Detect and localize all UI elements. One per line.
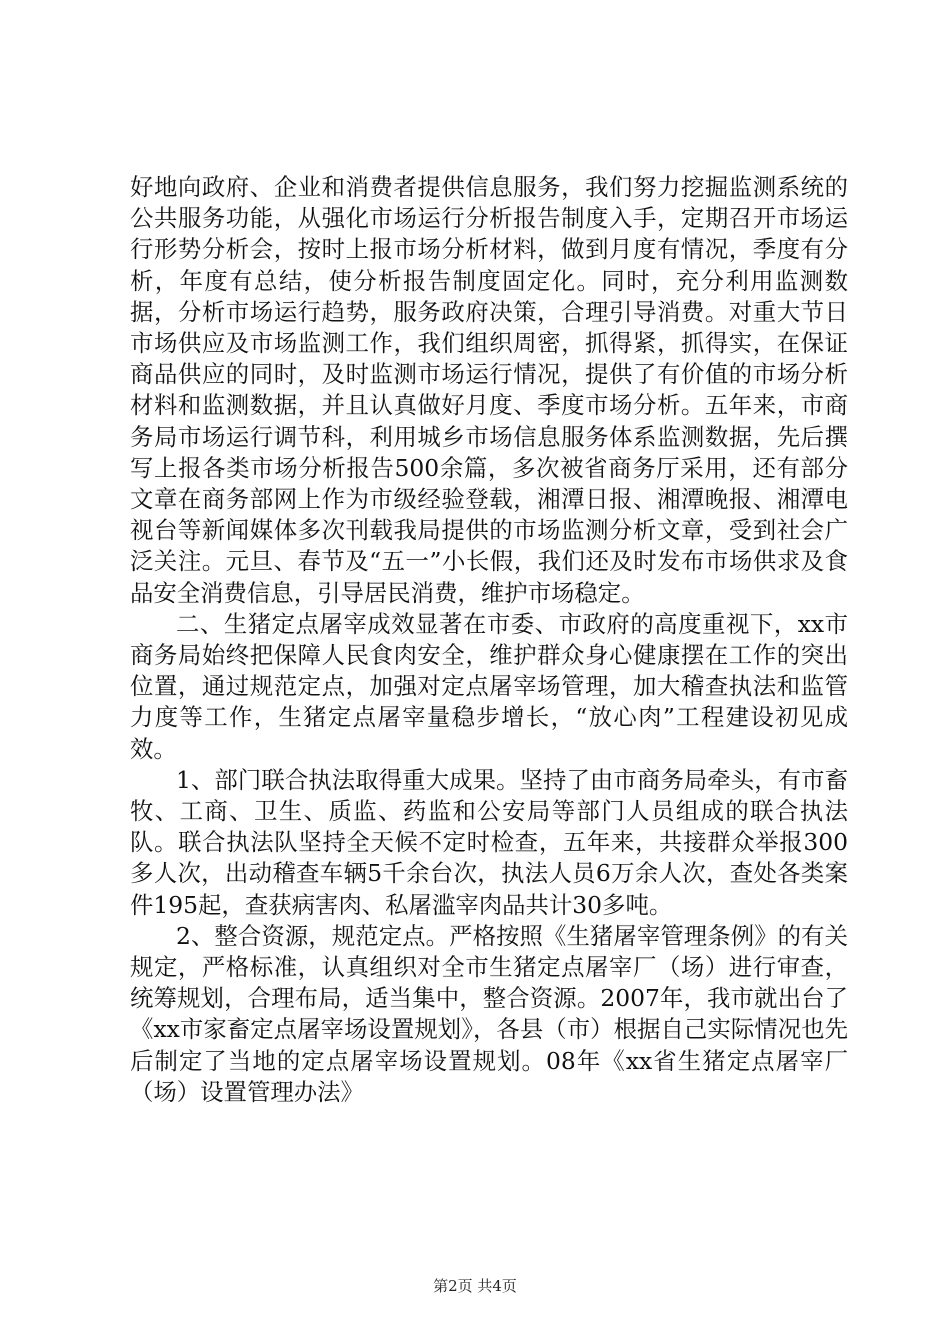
document-body xyxy=(130,172,848,1108)
paragraph-joint-enforcement: 1、部门联合执法取得重大成果。坚持了由市商务局牵头，有市畜牧、工商、卫生、质监、药监和公安局等部门人员组成的联合执法队。联合执法队坚持全天候不定时检查，五年来，共接群众举报300多人次，出动稽查车辆5千余台次，执法人员6万余人次，查处各类案件195起，查获病害肉、私屠滥宰肉品共计30多吨。 xyxy=(130,765,848,919)
paragraph-pig-slaughter-intro: 二、生猪定点屠宰成效显著在市委、市政府的高度重视下，xx市商务局始终把保障人民食肉安全，维护群众身心健康摆在工作的突出位置，通过规范定点，加强对定点屠宰场管理，加大稽查执法和监管力度等工作，生猪定点屠宰量稳步增长，“放心肉”工程建设初见成效。 xyxy=(130,609,848,763)
paragraph-resource-integration: 2、整合资源，规范定点。严格按照《生猪屠宰管理条例》的有关规定，严格标准，认真组织对全市生猪定点屠宰厂（场）进行审查，统筹规划，合理布局，适当集中，整合资源。2007年，我市就出台了《xx市家畜定点屠宰场设置规划》，各县（市）根据自己实际情况也先后制定了当地的定点屠宰场设置规划。08年《xx省生猪定点屠宰厂（场）设置管理办法》 xyxy=(130,921,848,1106)
page-footer: 第2页 共4页 xyxy=(433,1277,517,1295)
paragraph-market-analysis: 好地向政府、企业和消费者提供信息服务，我们努力挖掘监测系统的公共服务功能，从强化市场运行分析报告制度入手，定期召开市场运行形势分析会，按时上报市场分析材料，做到月度有情况，季度有分析，年度有总结，使分析报告制度固定化。同时，充分利用监测数据，分析市场运行趋势，服务政府决策，合理引导消费。对重大节日市场供应及市场监测工作，我们组织周密，抓得紧，抓得实，在保证商品供应的同时，及时监测市场运行情况，提供了有价值的市场分析材料和监测数据，并且认真做好月度、季度市场分析。五年来，市商务局市场运行调节科，利用城乡市场信息服务体系监测数据，先后撰写上报各类市场分析报告500余篇，多次被省商务厅采用，还有部分文章在商务部网上作为市级经验登载，湘潭日报、湘潭晚报、湘潭电视台等新闻媒体多次刊载我局提供的市场监测分析文章，受到社会广泛关注。元旦、春节及“五一”小长假，我们还及时发布市场供求及食品安全消费信息，引导居民消费，维护市场稳定。 xyxy=(130,173,848,607)
